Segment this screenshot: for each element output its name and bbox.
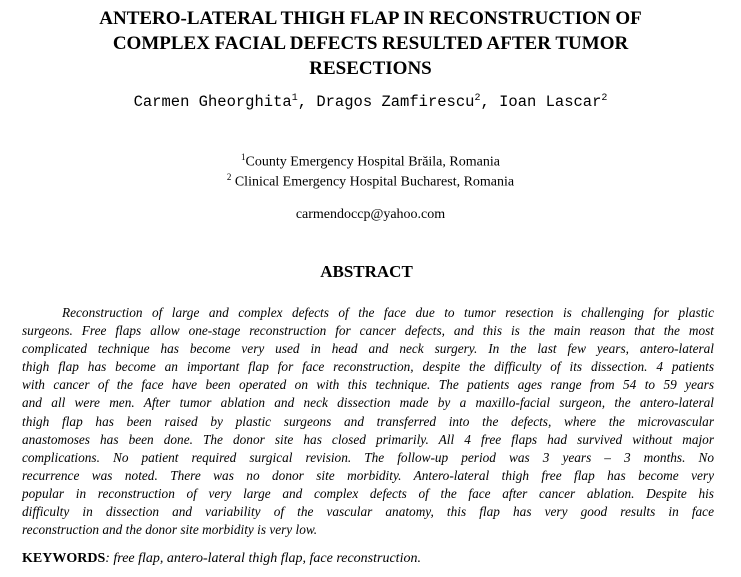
affiliation-mark: 2 (226, 172, 232, 182)
author-affiliation-mark: 2 (474, 93, 481, 104)
abstract-line: complications. No patient required surgical revision. The follow-up period was 3 years – 3 months. No (22, 449, 714, 465)
author-name: Carmen Gheorghita (133, 93, 292, 112)
contact-email: carmendoccp@yahoo.com (295, 207, 446, 222)
affiliation-text: Clinical Emergency Hospital Bucharest, Romania (231, 174, 515, 190)
abstract-body (22, 304, 714, 539)
abstract-line: anastomoses has been done. The donor site has closed primarily. All 4 free flaps had survived without major (22, 431, 714, 447)
author-affiliation-mark: 1 (291, 93, 298, 104)
author-separator: , (297, 93, 317, 112)
abstract-line: thigh flap has been raised by plastic surgeons and transferred into the defects, where the microvascular (22, 413, 714, 429)
keywords (22, 551, 421, 567)
abstract-line: and all were men. After tumor ablation and neck dissection made by a maxillo-facial surgeon, the antero-lateral (22, 395, 714, 411)
author-name: Ioan Lascar (499, 93, 602, 112)
author-name: Dragos Zamfirescu (316, 93, 475, 112)
author-affiliation-mark: 2 (601, 93, 608, 104)
title-line: ANTERO-LATERAL THIGH FLAP IN RECONSTRUCTION OF (99, 8, 642, 29)
keywords-label: KEYWORDS (22, 551, 106, 566)
abstract-line: difficulty in dissection and variability of the vascular anatomy, this flap has very good results in face (22, 504, 714, 520)
abstract-line: reconstruction and the donor site morbidity is very low. (22, 522, 318, 538)
abstract-line: with cancer of the face have been operated on with this technique. The patients ages range from 54 to 59 years (22, 377, 714, 393)
abstract-line: complicated technique has become very used in head and neck surgery. In the last few years, antero-lateral (22, 341, 714, 357)
title-line: COMPLEX FACIAL DEFECTS RESULTED AFTER TUMOR (112, 33, 629, 54)
abstract-line: popular in reconstruction of very large and complex defects of the face after cancer ablation. Despite his (22, 485, 714, 501)
abstract-line: surgeons. Free flaps allow one-stage reconstruction for cancer defects, and this is the main reason that the most (22, 323, 714, 339)
abstract-heading: ABSTRACT (320, 262, 413, 281)
abstract-line: Reconstruction of large and complex defects of the face due to tumor resection is challenging for plastic (62, 305, 714, 320)
author-list (0, 93, 741, 111)
paper-title (20, 6, 721, 81)
affiliation-text: County Emergency Hospital Brăila, Romania (245, 154, 500, 170)
keywords-text: : free flap, antero-lateral thigh flap, face reconstruction. (105, 551, 421, 566)
author-separator: , (480, 93, 500, 112)
affiliation-2 (0, 172, 741, 191)
affiliation-1 (0, 152, 741, 171)
abstract-line: recurrence was noted. There was no donor site morbidity. Antero-lateral thigh free flap has become very (22, 467, 714, 483)
title-line: RESECTIONS (309, 58, 432, 79)
abstract-line: thigh flap has become an important flap for face reconstruction, despite the difficulty of its dissection. 4 patients (22, 359, 714, 375)
affiliation-mark: 1 (241, 152, 246, 162)
